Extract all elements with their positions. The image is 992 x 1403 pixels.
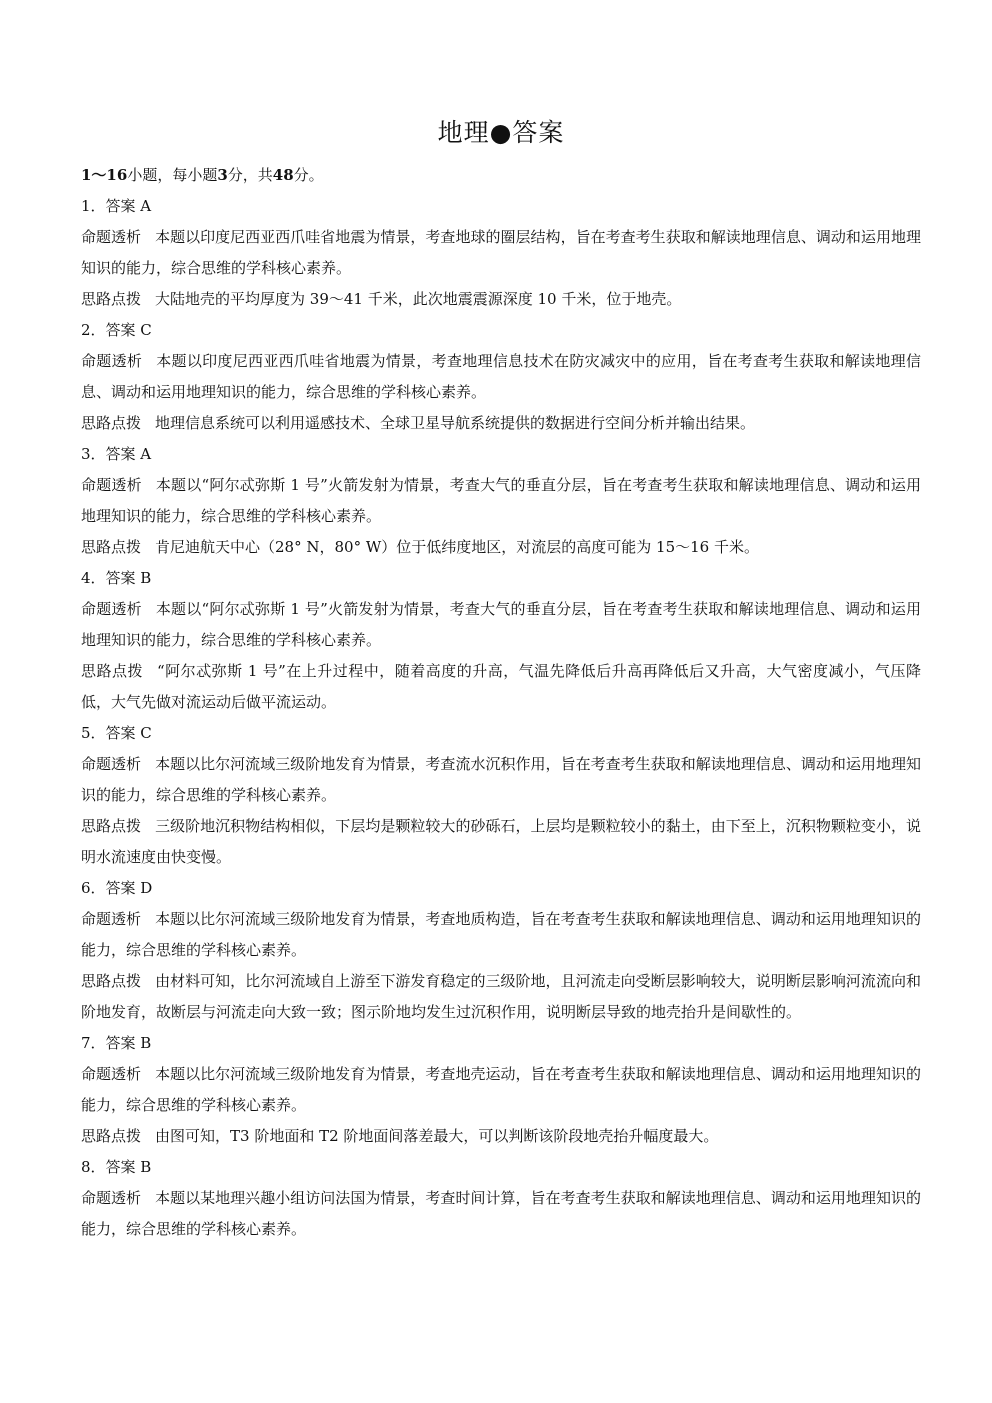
answer-heading-5: 5．答案 C	[81, 724, 152, 742]
hint-text-5: 三级阶地沉积物结构相似，下层均是颗粒较大的砂砾石，上层均是颗粒较小的黏土，由下至上，沉积物颗粒变小，说明水流速度由快变慢。	[81, 817, 921, 866]
hint-text-7: 由图可知，T3 阶地面和 T2 阶地面间落差最大，可以判断该阶段地壳抬升幅度最大。	[155, 1127, 719, 1145]
analysis-text-1: 本题以印度尼西亚西爪哇省地震为情景，考查地球的圈层结构，旨在考查考生获取和解读地理信息、调动和运用地理知识的能力，综合思维的学科核心素养。	[81, 228, 921, 277]
hint-text-2: 地理信息系统可以利用遥感技术、全球卫星导航系统提供的数据进行空间分析并输出结果。	[155, 414, 756, 432]
hint-label: 思路点拨	[81, 972, 142, 990]
hint-paragraph-7	[81, 1121, 921, 1152]
answer-heading-2: 2．答案 C	[81, 321, 152, 339]
total-score: 48	[272, 166, 294, 184]
analysis-label: 命题透析	[81, 755, 142, 773]
answer-heading-8: 8．答案 B	[81, 1158, 152, 1176]
analysis-paragraph-1	[81, 222, 921, 284]
analysis-paragraph-3	[81, 470, 921, 532]
answer-heading-4: 4．答案 B	[81, 569, 152, 587]
analysis-paragraph-6	[81, 904, 921, 966]
analysis-text-8: 本题以某地理兴趣小组访问法国为情景，考查时间计算，旨在考查考生获取和解读地理信息、调动和运用地理知识的能力，综合思维的学科核心素养。	[81, 1189, 921, 1238]
analysis-paragraph-5	[81, 749, 921, 811]
analysis-label: 命题透析	[81, 1189, 142, 1207]
answer-heading-1: 1．答案 A	[81, 197, 152, 215]
hint-label: 思路点拨	[81, 1127, 142, 1145]
hint-text-6: 由材料可知，比尔河流域自上游至下游发育稳定的三级阶地，且河流走向受断层影响较大，说明断层影响河流流向和阶地发育，故断层与河流走向大致一致；图示阶地均发生过沉积作用，说明断层导致的地壳抬升是间歇性的。	[81, 972, 921, 1021]
analysis-text-2: 本题以印度尼西亚西爪哇省地震为情景，考查地理信息技术在防灾减灾中的应用，旨在考查考生获取和解读地理信息、调动和运用地理知识的能力，综合思维的学科核心素养。	[81, 352, 921, 401]
hint-label: 思路点拨	[81, 290, 142, 308]
hint-text-4: “阿尔忒弥斯 1 号”在上升过程中，随着高度的升高，气温先降低后升高再降低后又升高，大气密度减小，气压降低，大气先做对流运动后做平流运动。	[81, 662, 921, 711]
intro-text-3: 分。	[293, 166, 324, 184]
answer-document	[81, 114, 921, 1245]
score-intro	[81, 160, 921, 191]
answer-heading-3: 3．答案 A	[81, 445, 152, 463]
analysis-paragraph-7	[81, 1059, 921, 1121]
analysis-text-3: 本题以“阿尔忒弥斯 1 号”火箭发射为情景，考查大气的垂直分层，旨在考查考生获取和解读地理信息、调动和运用地理知识的能力，综合思维的学科核心素养。	[81, 476, 921, 525]
hint-label: 思路点拨	[81, 538, 142, 556]
analysis-paragraph-4	[81, 594, 921, 656]
hint-text-3: 肯尼迪航天中心（28° N，80° W）位于低纬度地区，对流层的高度可能为 15～16 千米。	[155, 538, 759, 556]
hint-label: 思路点拨	[81, 817, 142, 835]
intro-text-1: 小题，每小题	[127, 166, 218, 184]
answer-heading-7: 7．答案 B	[81, 1034, 152, 1052]
hint-label: 思路点拨	[81, 662, 143, 680]
hint-paragraph-3	[81, 532, 921, 563]
analysis-label: 命题透析	[81, 228, 142, 246]
intro-text-2: 分，共	[227, 166, 273, 184]
hint-paragraph-6	[81, 966, 921, 1028]
hint-paragraph-2	[81, 408, 921, 439]
analysis-label: 命题透析	[81, 910, 142, 928]
analysis-paragraph-8	[81, 1183, 921, 1245]
hint-label: 思路点拨	[81, 414, 142, 432]
answer-heading-6: 6．答案 D	[81, 879, 153, 897]
analysis-label: 命题透析	[81, 476, 142, 494]
analysis-text-4: 本题以“阿尔忒弥斯 1 号”火箭发射为情景，考查大气的垂直分层，旨在考查考生获取和解读地理信息、调动和运用地理知识的能力，综合思维的学科核心素养。	[81, 600, 921, 649]
analysis-label: 命题透析	[81, 352, 143, 370]
hint-paragraph-1	[81, 284, 921, 315]
analysis-label: 命题透析	[81, 1065, 142, 1083]
hint-paragraph-4	[81, 656, 921, 718]
analysis-text-7: 本题以比尔河流域三级阶地发育为情景，考查地壳运动，旨在考查考生获取和解读地理信息、调动和运用地理知识的能力，综合思维的学科核心素养。	[81, 1065, 921, 1114]
page-title: 地理●答案	[437, 118, 565, 147]
analysis-paragraph-2	[81, 346, 921, 408]
analysis-text-6: 本题以比尔河流域三级阶地发育为情景，考查地质构造，旨在考查考生获取和解读地理信息、调动和运用地理知识的能力，综合思维的学科核心素养。	[81, 910, 921, 959]
per-question-score: 3	[217, 166, 228, 184]
hint-paragraph-5	[81, 811, 921, 873]
analysis-label: 命题透析	[81, 600, 142, 618]
hint-text-1: 大陆地壳的平均厚度为 39～41 千米，此次地震震源深度 10 千米，位于地壳。	[155, 290, 682, 308]
analysis-text-5: 本题以比尔河流域三级阶地发育为情景，考查流水沉积作用，旨在考查考生获取和解读地理信息、调动和运用地理知识的能力，综合思维的学科核心素养。	[81, 755, 921, 804]
question-range: 1～16	[81, 166, 128, 184]
